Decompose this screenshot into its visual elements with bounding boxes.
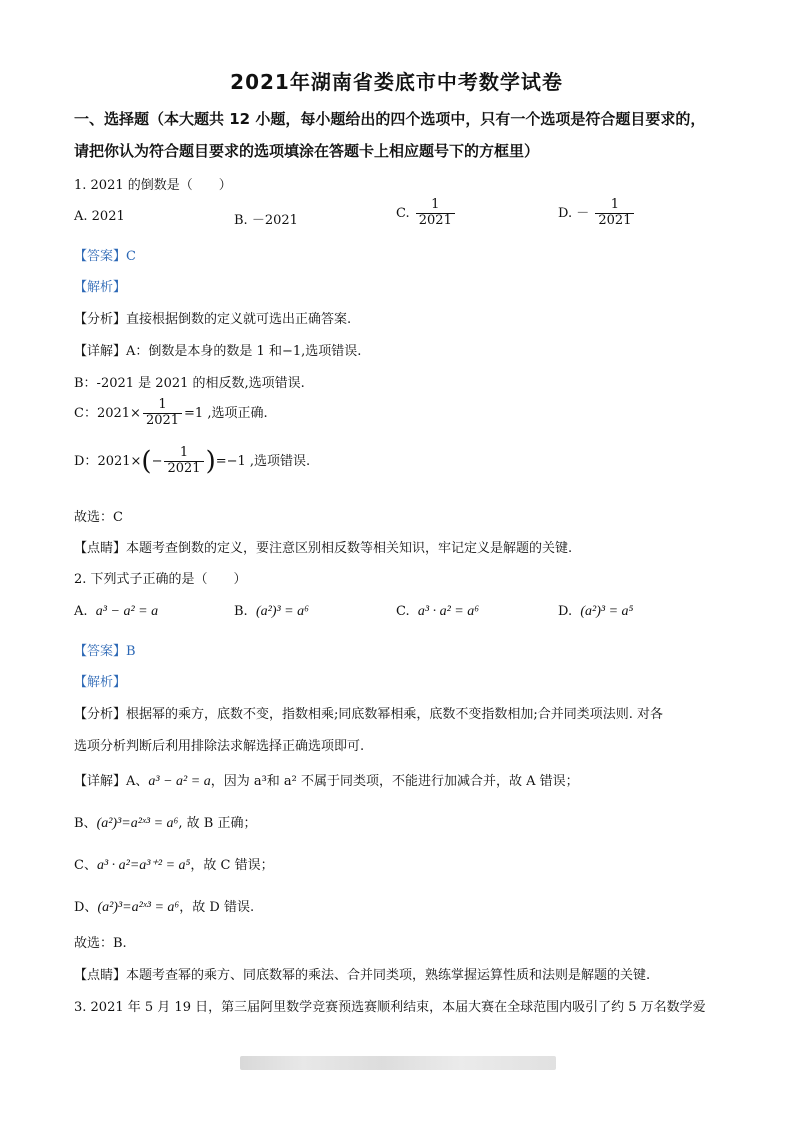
- fenxi-text: 直接根据倒数的定义就可选出正确答案.: [126, 312, 352, 327]
- fraction-numerator: 1: [158, 397, 167, 412]
- q2-xiangjie-a: [74, 770, 579, 790]
- q1-option-c-label: C.: [396, 205, 410, 221]
- dianjing-text: 本题考查幂的乘方、同底数幂的乘法、合并同类项，熟练掌握运算性质和法则是解题的关键.: [126, 968, 651, 983]
- right-paren: ): [205, 446, 216, 477]
- d-label: D：: [74, 453, 98, 469]
- q1-option-d-label: D. －: [558, 205, 590, 221]
- page-title: 2021年湖南省娄底市中考数学试卷: [230, 70, 563, 94]
- option-expr: a³ − a² = a: [95, 604, 159, 619]
- c-expr-right: =1 ,选项正确.: [184, 405, 268, 421]
- option-expr: (a²)³ = a⁵: [580, 604, 634, 619]
- q2-analysis-tag: 【解析】: [74, 675, 127, 690]
- section-heading-line1: 一、选择题（本大题共 12 小题，每小题给出的四个选项中，只有一个选项是符合题目要求的，: [74, 110, 706, 128]
- d-minus: −: [151, 453, 163, 469]
- xd-text: ，故 D 错误.: [179, 900, 255, 915]
- q1-line-c: [74, 398, 268, 429]
- xb-text: , 故 B 正确；: [178, 816, 257, 831]
- xc-prefix: C、: [74, 858, 97, 873]
- xa-prefix: A、: [126, 774, 149, 789]
- dianjing-tag: 【点睛】: [74, 541, 127, 556]
- fraction-denominator: 2021: [143, 413, 182, 429]
- xa-text: ，因为 a³和 a² 不属于同类项，不能进行加减合并，故 A 错误；: [210, 774, 579, 789]
- q2-option-b: [234, 604, 309, 620]
- xd-expr: (a²)³=a²ˣ³ = a⁶: [97, 900, 180, 915]
- fraction-numerator: 1: [610, 197, 620, 212]
- d-expr-right: =−1 ,选项错误.: [215, 453, 311, 469]
- option-label: D.: [558, 604, 573, 619]
- q1-analysis-tag: 【解析】: [74, 280, 127, 295]
- q2-option-d: [558, 604, 633, 620]
- q1-option-d: [558, 198, 636, 229]
- q3-stem: 3. 2021 年 5 月 19 日，第三届阿里数学竞赛预选赛顺利结束，本届大赛在全球范围内吸引了约 5 万名数学爱: [74, 1000, 706, 1015]
- fenxi-tag: 【分析】: [74, 707, 127, 722]
- q1-answer: 【答案】C: [74, 249, 136, 264]
- q1-line-b: B：-2021 是 2021 的相反数,选项错误.: [74, 376, 305, 391]
- q2-dianjing: [74, 964, 650, 983]
- c-expr-left: 2021×: [96, 405, 141, 421]
- xb-expr: (a²)³=a²ˣ³ = a⁶: [96, 816, 179, 831]
- q2-answer: 【答案】B: [74, 644, 136, 659]
- q1-line-d: [74, 446, 310, 477]
- xiangjie-tag: 【详解】: [74, 774, 127, 789]
- q2-xiangjie-d: [74, 896, 254, 916]
- dianjing-text: 本题考查倒数的定义，要注意区别相反数等相关知识，牢记定义是解题的关键.: [126, 541, 573, 556]
- q1-option-a: A. 2021: [74, 209, 125, 224]
- option-expr: (a²)³ = a⁶: [255, 604, 309, 619]
- q2-fenxi-line1: [74, 703, 663, 722]
- option-label: C.: [396, 604, 410, 619]
- fraction-denominator: 2021: [164, 461, 203, 477]
- xiangjie-tag: 【详解】: [74, 344, 127, 359]
- q2-stem: 2. 下列式子正确的是（ ）: [74, 572, 247, 587]
- q1-dianjing: [74, 537, 572, 556]
- option-label: A.: [74, 604, 88, 619]
- q1-xiangjie-a: [74, 340, 361, 359]
- fraction-denominator: 2021: [416, 213, 455, 229]
- q2-xiangjie-b: [74, 812, 256, 832]
- left-paren: (: [141, 446, 152, 477]
- q1-fenxi: [74, 308, 351, 327]
- option-label: B.: [234, 604, 248, 619]
- xd-prefix: D、: [74, 900, 98, 915]
- q1-option-c-fraction: [416, 198, 455, 229]
- c-label: C：: [74, 405, 97, 421]
- q2-fenxi-line2: 选项分析判断后利用排除法求解选择正确选项即可.: [74, 739, 365, 754]
- xc-text: ，故 C 错误；: [190, 858, 274, 873]
- d-fraction: [164, 446, 203, 477]
- xb-prefix: B、: [74, 816, 97, 831]
- fraction-denominator: 2021: [595, 213, 634, 229]
- xiangjie-a-text: A：倒数是本身的数是 1 和−1,选项错误.: [126, 344, 362, 359]
- option-expr: a³ · a² = a⁶: [417, 604, 480, 619]
- xc-expr: a³ · a²=a³⁺² = a⁵: [96, 858, 191, 873]
- q1-choose: 故选：C: [74, 510, 123, 525]
- fraction-numerator: 1: [179, 445, 189, 460]
- q1-option-c: [396, 198, 457, 229]
- section-heading-line2: 请把你认为符合题目要求的选项填涂在答题卡上相应题号下的方框里）: [74, 142, 540, 160]
- q2-option-a: [74, 604, 158, 620]
- xa-expr: a³ − a² = a: [148, 774, 211, 789]
- q2-choose: 故选：B.: [74, 936, 127, 951]
- fenxi-text: 根据幂的乘方，底数不变，指数相乘;同底数幂相乘，底数不变指数相加;合并同类项法则. 对各: [126, 707, 664, 722]
- blurred-footer: [240, 1056, 556, 1070]
- q2-option-c: [396, 604, 479, 620]
- q1-option-b: B. －2021: [234, 213, 298, 228]
- c-fraction: [143, 398, 182, 429]
- q2-xiangjie-c: [74, 854, 274, 874]
- fenxi-tag: 【分析】: [74, 312, 127, 327]
- dianjing-tag: 【点睛】: [74, 968, 127, 983]
- q1-stem: 1. 2021 的倒数是（ ）: [74, 178, 232, 193]
- q1-option-d-fraction: [595, 198, 634, 229]
- d-expr-left: 2021×: [97, 453, 142, 469]
- fraction-numerator: 1: [431, 197, 440, 212]
